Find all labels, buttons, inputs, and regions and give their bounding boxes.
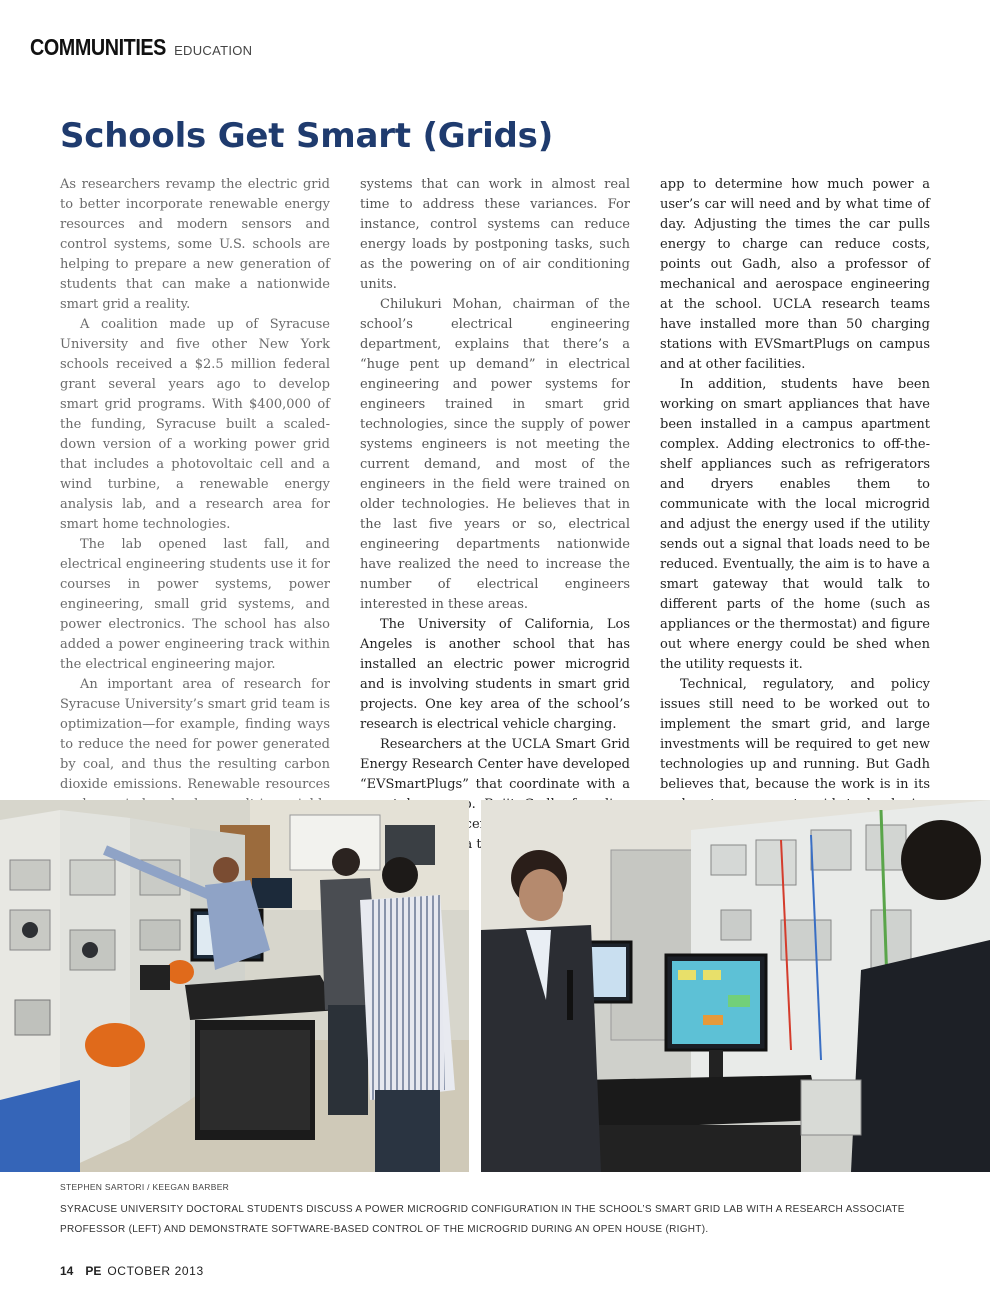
page-footer bbox=[60, 1264, 204, 1278]
paragraph: Chilukuri Mohan, chairman of the school’s electrical engineering department, explains that there’s a “huge pent up demand” in electrical engineering and power systems for engineers trained in smart grid technologies, since the supply of power systems engineers is not meeting the current demand, and most of the engineers in the field were trained on older technologies. He believes that in the last five years or so, electrical engineering departments nationwide have realized the need to increase the number of electrical engineers interested in these areas. bbox=[360, 297, 630, 612]
page-number: 14 bbox=[60, 1264, 74, 1278]
paragraph: systems that can work in almost real time to address these variances. For instance, control systems can reduce energy loads by postponing tasks, such as the powering on of air conditioning units. bbox=[360, 177, 630, 292]
section-subtitle: EDUCATION bbox=[174, 43, 253, 58]
section-label bbox=[30, 34, 252, 61]
article-column-1 bbox=[60, 175, 330, 875]
article-column-2 bbox=[360, 175, 630, 855]
paragraph: In addition, students have been working on smart appliances that have been installed in a campus apartment complex. Adding electronics to off-the-shelf appliances such as refrigerators and dryers enables them to communicate with the local microgrid and adjust the energy used if the utility sends out a signal that loads need to be reduced. Eventually, the aim is to have a smart gateway that would talk to different parts of the home (such as appliances or the thermostat) and figure out where energy could be shed when the utility requests it. bbox=[660, 377, 930, 672]
article-title: Schools Get Smart (Grids) bbox=[60, 116, 554, 156]
paragraph: Technical, regulatory, and policy issues still need to be worked out to implement the smart grid, and large investments will be required to get new technologies up and running. But Gadh believes that, because the work is in its bbox=[660, 677, 930, 792]
issue-date: OCTOBER 2013 bbox=[107, 1264, 204, 1278]
article-column-3 bbox=[660, 175, 930, 855]
photo-syracuse-lab bbox=[0, 800, 469, 1172]
paragraph: Researchers at the UCLA Smart Grid Energy Research Center have developed “EVSmartPlugs” that coordinate with a bbox=[360, 737, 630, 792]
photo-ucla-open-house bbox=[481, 800, 990, 1172]
magazine-name: PE bbox=[85, 1264, 102, 1278]
photo-caption: SYRACUSE UNIVERSITY DOCTORAL STUDENTS DISCUSS A POWER MICROGRID CONFIGURATION IN THE SCHOOL’S SMART GRID LAB WITH A RESEARCH ASSOCIATE PROFESSOR (LEFT) AND DEMONSTRATE SOFTWARE-BASED CONTROL OF THE MICROGRID DURING AN OPEN HOUSE (RIGHT). bbox=[60, 1204, 905, 1235]
paragraph: As researchers revamp the electric grid to better incorporate renewable energy resources and modern sensors and control systems, some U.S. schools are helping to prepare a new generation of students that can make a nationwide smart grid a reality. bbox=[60, 177, 330, 312]
paragraph: The lab opened last fall, and electrical engineering students use it for courses in power systems, power engineering, small grid systems, and power electronics. The school has also added a power engineering track within the electrical engineering major. bbox=[60, 537, 330, 672]
paragraph: app to determine how much power a user’s car will need and by what time of day. Adjusting the times the car pulls energy to charge can reduce costs, points out Gadh, also a professor of mechanical and aerospace engineering at the school. UCLA research teams have installed more than 50 charging stations with EVSmartPlugs on campus and at other facilities. bbox=[660, 177, 930, 372]
paragraph: The University of California, Los Angeles is another school that has installed an electric power microgrid and is involving students in smart grid projects. One key area of the school’s research is electrical vehicle charging. bbox=[360, 617, 630, 732]
section-title: COMMUNITIES bbox=[30, 34, 166, 60]
paragraph: A coalition made up of Syracuse University and five other New York schools received a $2.5 million federal grant several years ago to develop smart grid programs. With $400,000 of the funding, Syracuse built a scaled-down version of a working power grid that includes a photovoltaic cell and a wind turbine, a renewable energy analysis lab, and a research area for smart home technologies. bbox=[60, 317, 330, 532]
photo-credit: STEPHEN SARTORI / KEEGAN BARBER bbox=[60, 1182, 230, 1192]
paragraph: An important area of research for Syracuse University’s smart grid team is optimization—for example, finding ways to reduce the need for power generated by coal, and thus the resulting carbon dioxide emissions. Renewable resources bbox=[60, 677, 330, 792]
